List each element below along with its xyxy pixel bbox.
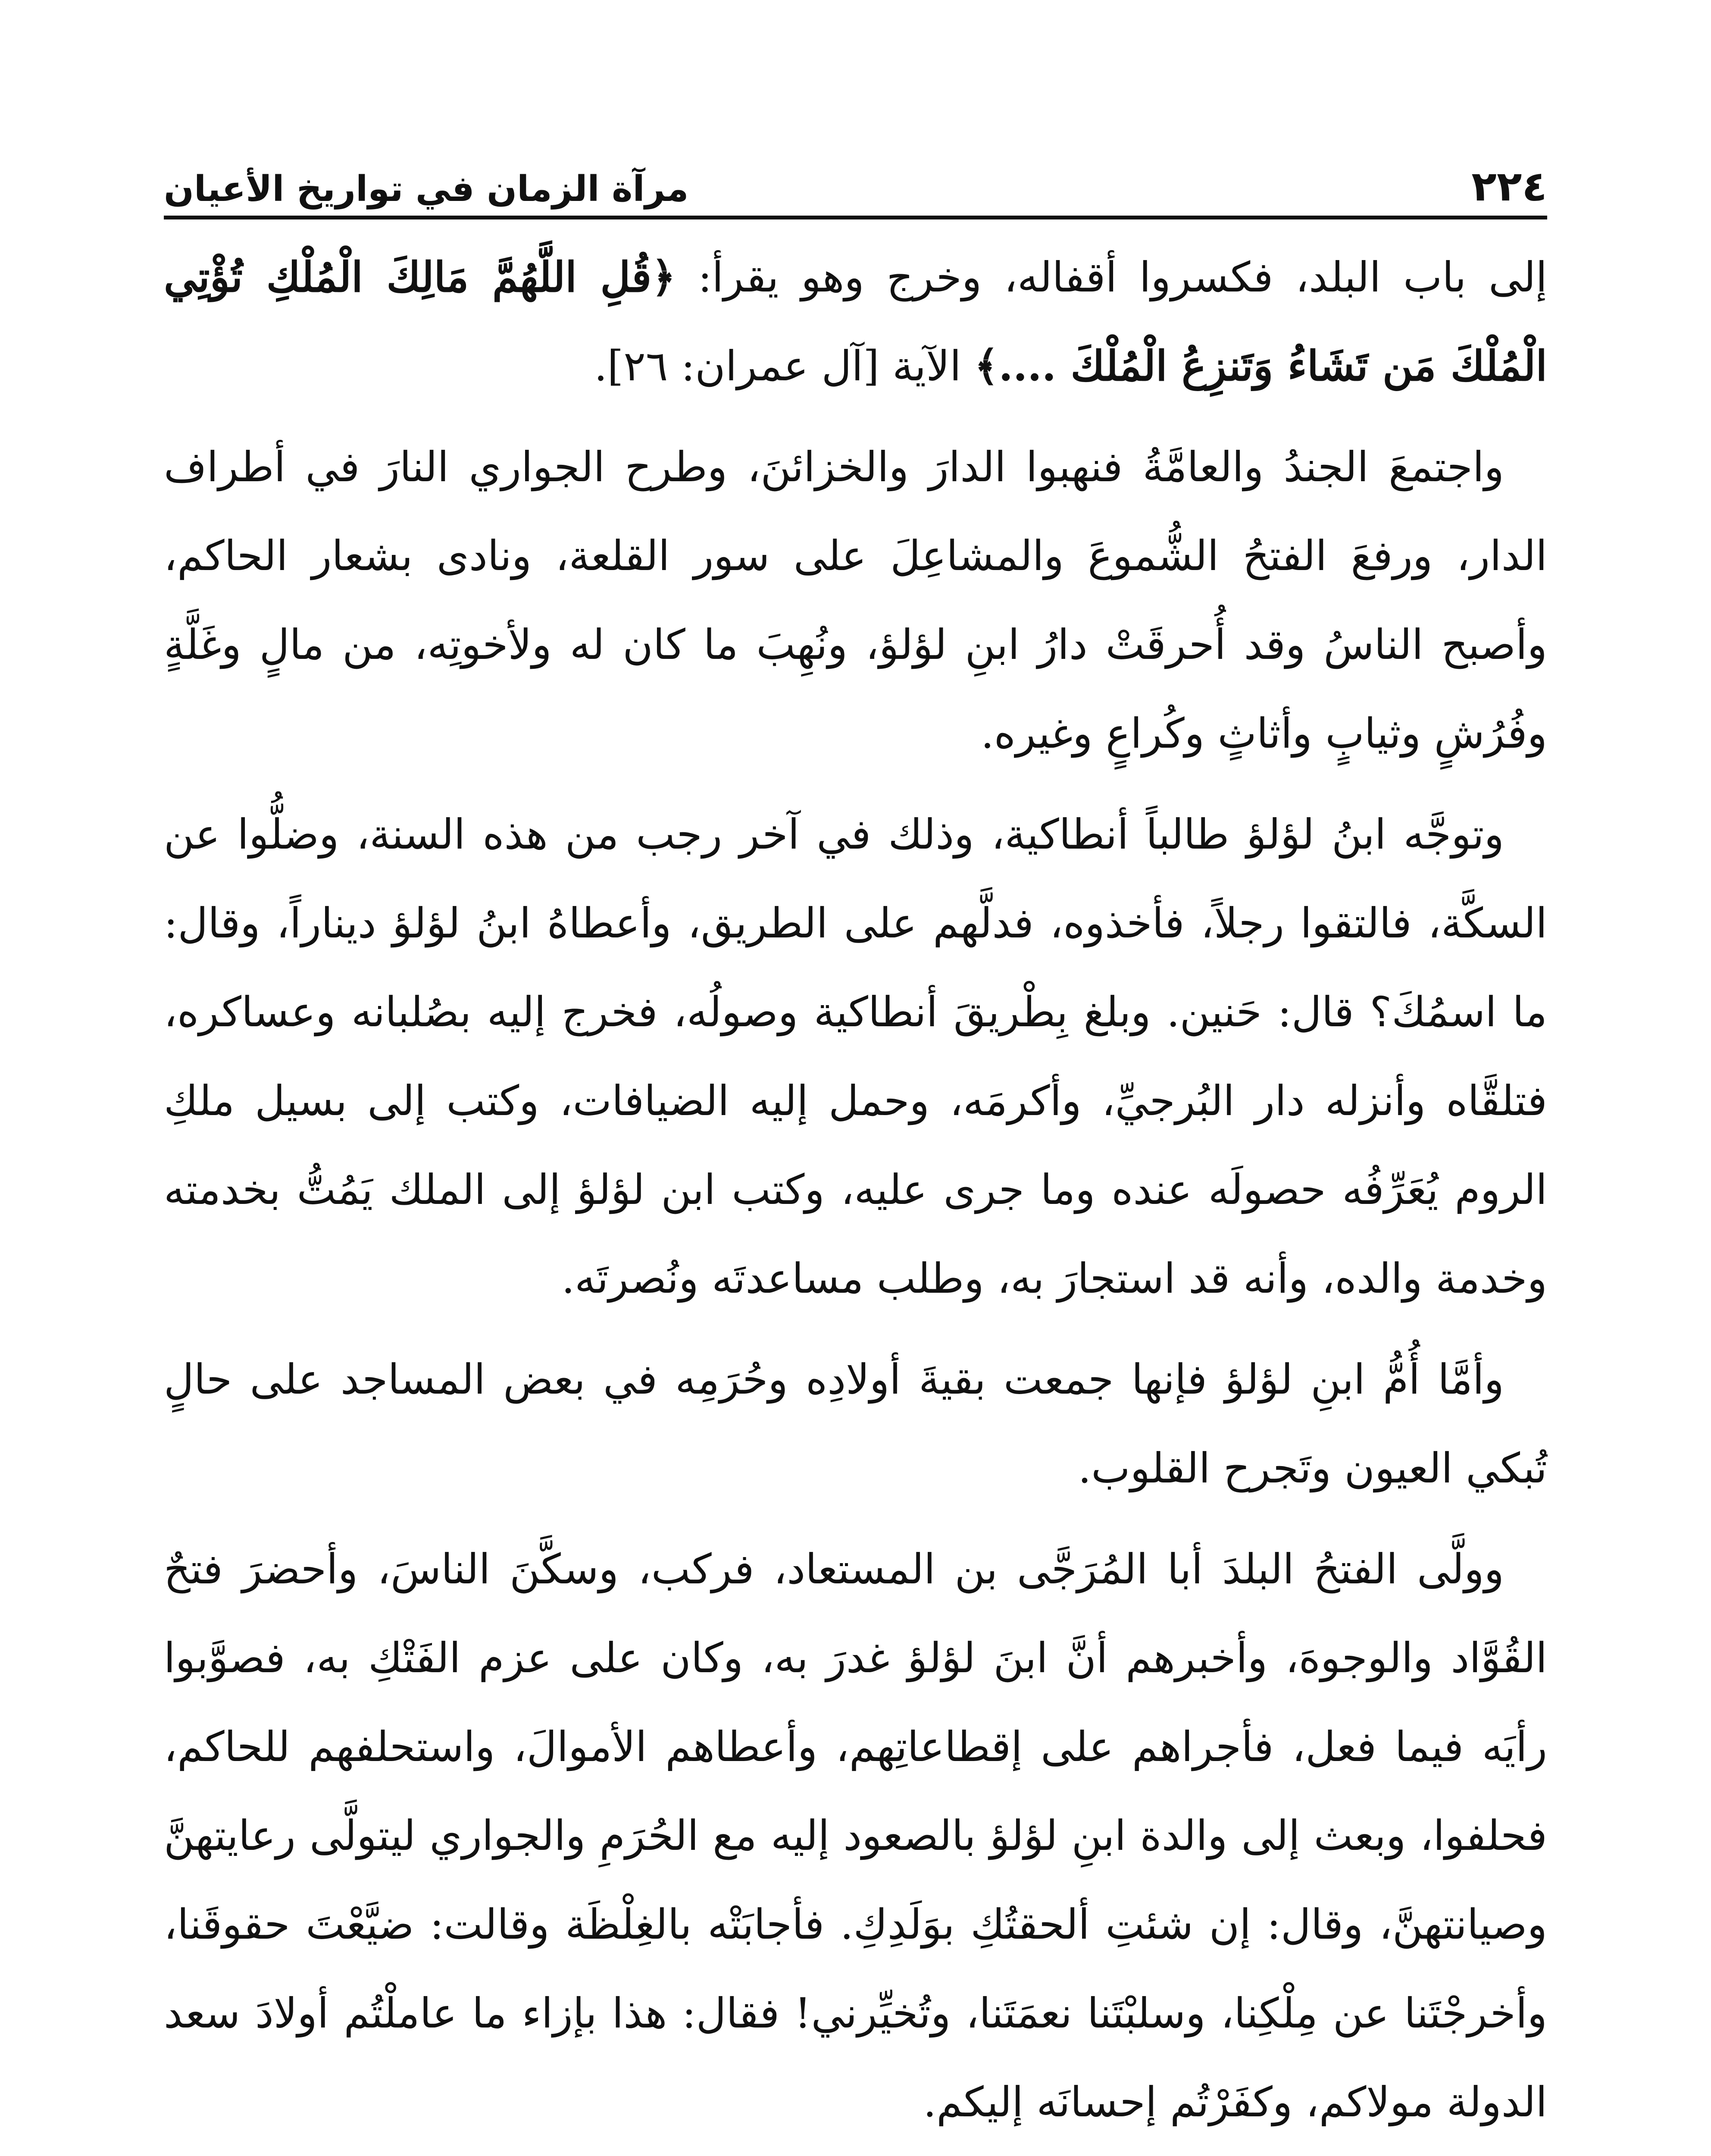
- quran-quote: ﴿قُلِ اللَّهُمَّ مَالِكَ الْمُلْكِ تُؤْتِي الْمُلْكَ مَن تَشَاءُ وَتَنزِعُ الْمُلْكَ ....﴾: [164, 253, 1547, 390]
- paragraph-4: وأمَّا أُمُّ ابنِ لؤلؤ فإنها جمعت بقيةَ أولادِه وحُرَمِه في بعض المساجد على حالٍ تُبكي العيون وتَجرح القلوب.: [164, 1355, 1547, 1492]
- book-title: مرآة الزمان في تواريخ الأعيان: [164, 169, 689, 210]
- paragraph-1-intro: إلى باب البلد، فكسروا أقفاله، وخرج وهو يقرأ:: [676, 253, 1548, 301]
- paragraph-5: وولَّى الفتحُ البلدَ أبا المُرَجَّى بن المستعاد، فركب، وسكَّنَ الناسَ، وأحضرَ فتحٌ القُوَّاد والوجوهَ، وأخبرهم أنَّ ابنَ لؤلؤ غدرَ به، وكان على عزم الفَتْكِ به، فصوَّبوا رأيَه فيما فعل، فأجراهم على إقطاعاتِهم، وأعطاهم الأموالَ، واستحلفهم للحاكم، فحلفوا، وبعث إلى والدة ابنِ لؤلؤ بالصعود إليه مع الحُرَمِ والجواري ليتولَّى رعايتهنَّ وصيانتهنَّ، وقال: إن شئتِ ألحقتُكِ بوَلَدِكِ. فأجابَتْه بالغِلْظَة وقالت: ضيَّعْتَ حقوقَنا، وأخرجْتَنا عن مِلْكِنا، وسلبْتَنا نعمَتَنا، وتُخيِّرني! فقال: هذا بإزاء ما عاملْتُم أولادَ سعد الدولة مولاكم، وكفَرْتُم إحسانَه إليكم.: [164, 1545, 1548, 2126]
- main-text: [164, 233, 1547, 2156]
- paragraph-2: واجتمعَ الجندُ والعامَّةُ فنهبوا الدارَ والخزائنَ، وطرح الجواري النارَ في أطراف الدار، ورفعَ الفتحُ الشُّموعَ والمشاعِلَ على سور القلعة، ونادى بشعار الحاكم، وأصبح الناسُ وقد أُحرقَتْ دارُ ابنِ لؤلؤ، ونُهِبَ ما كان له ولأخوتِه، من مالٍ وغَلَّةٍ وفُرُشٍ وثيابٍ وأثاثٍ وكُراعٍ وغيره.: [164, 443, 1548, 758]
- page-number: ٢٢٤: [1471, 162, 1547, 210]
- paragraph-1: [164, 233, 1547, 411]
- quran-citation: الآية [آل عمران: ٢٦].: [594, 342, 975, 390]
- header-rule: [164, 216, 1547, 219]
- running-header: [164, 142, 1547, 210]
- paragraph-3: وتوجَّه ابنُ لؤلؤ طالباً أنطاكية، وذلك في آخر رجب من هذه السنة، وضلُّوا عن السكَّة، فالتقوا رجلاً، فأخذوه، فدلَّهم على الطريق، وأعطاهُ ابنُ لؤلؤ ديناراً، وقال: ما اسمُكَ؟ قال: حَنين. وبلغ بِطْريقَ أنطاكية وصولُه، فخرج إليه بصُلبانه وعساكره، فتلقَّاه وأنزله دار البُرجيِّ، وأكرمَه، وحمل إليه الضيافات، وكتب إلى بسيل ملكِ الروم يُعَرِّفُه حصولَه عنده وما جرى عليه، وكتب ابن لؤلؤ إلى الملك يَمُتُّ بخدمته وخدمة والده، وأنه قد استجارَ به، وطلب مساعدتَه ونُصرتَه.: [164, 810, 1548, 1303]
